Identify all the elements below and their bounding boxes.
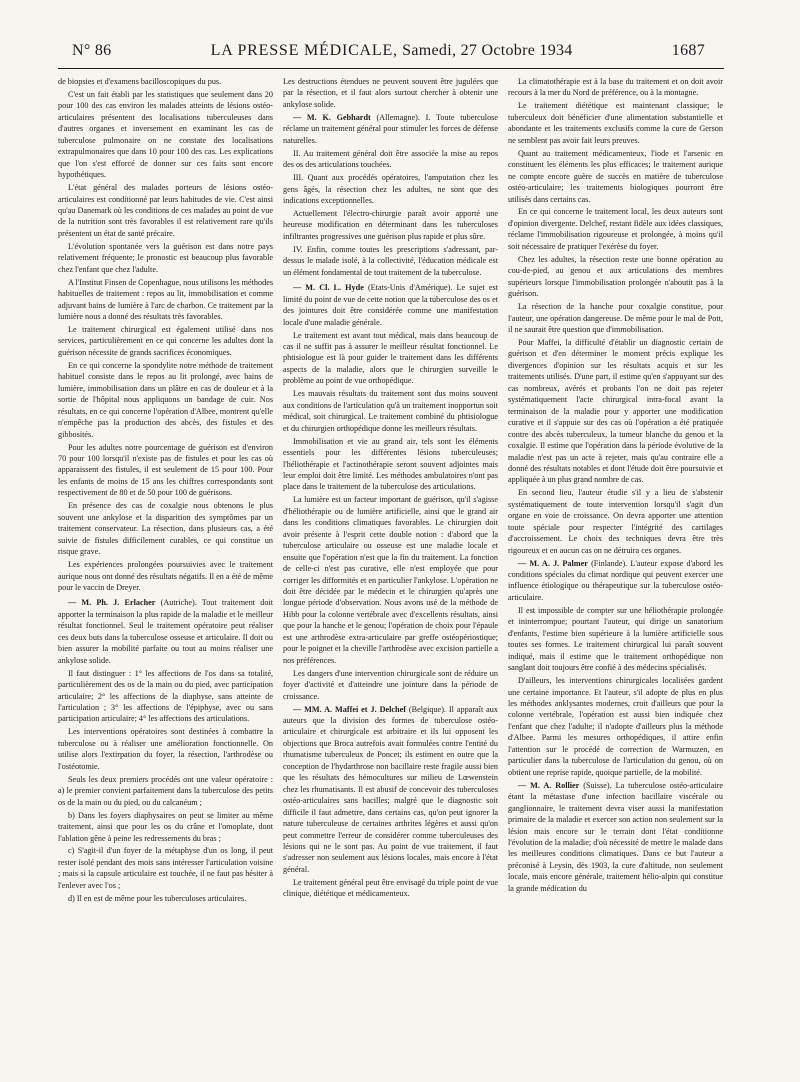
paragraph: En présence des cas de coxalgie nous obtenons le plus souvent une ankylose et la disparition des symptômes par un traitement conservateur. La résection, dans plusieurs cas, a été suivie de fistules difficilement curables, ce qui constitue un risque grave. — [58, 501, 273, 557]
paragraph: D'ailleurs, les interventions chirurgicales localisées gardent une certaine importance. Et l'auteur, s'il adopte de plus en plus les méthodes anklysantes modernes, croit d'ailleurs que pour la colonne vertébrale, l'opération est aussi bien indiquée chez l'enfant que chez l'adulte; il n'adopte d'ailleurs plus la méthode d'Albee. Parmi les mesures orthopédiques, il attire enfin l'attention sur le procédé de correction de Warmuzen, en particulier dans la tuberculose de l'articulation du genou, où on obtient une reprise rapide, quoique partielle, de la mobilité. — [508, 676, 723, 777]
paragraph: C'est un fait établi par les statistiques que seulement dans 20 pour 100 des cas environ les malades atteints de lésions ostéo-articulaires présentent des localisations tuberculeuses dans d'autres organes et inversement en examinant les cas de tuberculose pulmonaire on ne constate des localisations extrapulmonaires que dans 10 pour 100 des cas. Les explications que l'on s'est efforcé de donner sur ces faits sont encore hypothétiques. — [58, 89, 273, 180]
paragraph: — MM. A. Maffei et J. Delchef (Belgique). Il apparaît aux auteurs que la division des formes de tuberculose ostéo-articulaire et chirurgicale est arbitraire et ils lui opposent les objections que Broca autrefois avait formulées contre l'entité du rhumatisme tuberculeux de Poncet; ils estiment en outre que la conception de l'hydarthrose non bacillaire reste fragile aussi bien que les résultats des hémocultures sur milieu de Lœwenstein chez les rhumatisants. Il est abusif de concevoir des tuberculoses ostéo-articulaires sans bacilles; malgré que le diagnostic soit difficile il faut admettre, dans certains cas, qu'on peut ignorer la nature tuberculeuse de certaines arthrites légères et aussi qu'on peut commettre l'erreur de considérer comme tuberculeuses des lésions qui ne le sont pas. Au point de vue traitement, il faut s'adresser non seulement aux lésions locales, mais encore à l'état général. — [283, 704, 498, 874]
paragraph: En second lieu, l'auteur étudie s'il y a lieu de s'abstenir systématiquement de toute intervention lorsqu'il s'agit d'un organe en voie de croissance. On devra apporter une attention toute spéciale pour respecter l'intégrité des cartilages d'accroissement. Le choix des techniques devra être très rigoureux et en aucun cas on ne détruira ces organes. — [508, 488, 723, 555]
speaker-name: — M. A. Rollier — [518, 780, 580, 790]
paragraph: — M. A. J. Palmer (Finlande). L'auteur expose d'abord les conditions spéciales du climat nordique qui peuvent exercer une influence étiologique ou thérapeutique sur la tuberculose ostéo-articulaire. — [508, 558, 723, 602]
paragraph: Les expériences prolongées poursuivies avec le traitement aurique nous ont donné des résultats négatifs. Il en a été de même pour le vaccin de Dreyer. — [58, 560, 273, 592]
paragraph: La résection de la hanche pour coxalgie constitue, pour l'auteur, une opération dangereuse. De même pour le mal de Pott, il ne saurait être question que d'immobilisation. — [508, 302, 723, 335]
paragraph: II. Au traitement général doit être associée la mise au repos des os des articulations touchées. — [283, 148, 498, 170]
speaker-name: — M. Cl. L. Hyde — [293, 283, 364, 293]
paragraph: Il est impossible de compter sur une héliothérapie prolongée et ininterrompue; pourtant l'auteur, qui dirige un sanatorium d'enfants, l'estime bien supérieure à la lumière artificielle sous toutes ses formes. Le traitement chirurgical lui paraît souvent indiqué, mais il estime que le traitement orthopédique non sanglant doit toujours être confié à des médecins spécialisés. — [508, 605, 723, 673]
paragraph: Le traitement général peut être envisagé du triple point de vue clinique, diététique et médicamenteux. — [283, 877, 498, 899]
paragraph: Le traitement chirurgical est également utilisé dans nos services, particulièrement en ce qui concerne les adultes dont la guérison nécessite de grands sacrifices économiques. — [58, 325, 273, 357]
paragraph: IV. Enfin, comme toutes les prescriptions s'adressant, par-dessus le malade isolé, à la collectivité, l'éducation médicale est un élément fondamental de tout traitement de la tuberculose. — [283, 244, 498, 277]
speaker-name: — MM. A. Maffei et J. Delchef — [293, 704, 406, 714]
paragraph: Les interventions opératoires sont destinées à combattre la tuberculose ou à réaliser une amélioration fonctionnelle. On utilise alors l'extirpation du foyer, la résection, l'arthrodèse ou l'ostéotomie. — [58, 727, 273, 771]
issue-date: Samedi, 27 Octobre 1934 — [402, 42, 573, 59]
paragraph: III. Quant aux procédés opératoires, l'amputation chez les gens âgés, la résection chez les adultes, ne sont que des indications exceptionnelles. — [283, 173, 498, 206]
paragraph: — M. Ph. J. Erlacher (Autriche). Tout traitement doit apporter la terminaison la plus rapide de la maladie et le meilleur résultat fonctionnel. Seul le traitement opératoire peut réaliser ces deux buts dans la tuberculose osseuse et articulaire. Il doit ou bien assurer la mobilité parfaite ou tout au moins réaliser une ankylose solide. — [58, 598, 273, 665]
paragraph: Le traitement est avant tout médical, mais dans beaucoup de cas il ne suffit pas à assurer le meilleur résultat fonctionnel. Le phtisiologue est là pour guider le traitement dans les différents aspects de la maladie, alors que le chirurgien surveille le problème au point de vue orthopédique. — [283, 330, 498, 386]
header-title — [111, 42, 671, 60]
column-3 — [508, 76, 723, 1072]
paragraph: Il faut distinguer : 1° les affections de l'os dans sa totalité, particulièrement des os de la main ou du pied, avec participation articulaire; 2° les affections de la diaphyse, sans atteinte de l'articulation ; 3° les affections de l'épiphyse, avec ou sans participation articulaire; 4° les affections des articulations. — [58, 668, 273, 724]
paragraph: b) Dans les foyers diaphysaires on peut se limiter au même traitement, ainsi que pour les os du crâne et l'omoplate, dont l'ablation gêne à peine les redressements du bras ; — [58, 810, 273, 843]
paragraph: d) Il en est de même pour les tuberculoses articulaires. — [68, 893, 247, 903]
paragraph: L'évolution spontanée vers la guérison est dans notre pays relativement fréquente; le pronostic est beaucoup plus favorable chez l'enfant que chez l'adulte. — [58, 241, 273, 274]
speaker-name: — M. A. J. Palmer — [518, 558, 588, 568]
paragraph: — M. A. Rollier (Suisse). La tuberculose ostéo-articulaire étant la métastase d'une infection bacillaire viscérale ou ganglionnaire, le traitement devra viser aussi la manifestation primaire de la maladie et exercer son action non seulement sur la lésion mais encore sur le terrain dont l'état conditionne l'évolution de la maladie; d'où nécessité de mettre le malade dans les meilleures conditions climatiques. Dans ce but l'auteur a préconisé à Leysin, dès 1903, la cure d'altitude, non seulement locale, mais encore générale, traitement hélio-alpin qui constitue la grande médication du — [508, 780, 723, 893]
paragraph: Actuellement l'électro-chirurgie paraît avoir apporté une heureuse modification en déterminant dans les tuberculoses infiltrantes progressives une guérison plus rapide et plus sûre. — [283, 208, 498, 241]
publication-name: LA PRESSE MÉDICALE, — [210, 42, 398, 59]
speaker-name: — M. Ph. J. Erlacher — [68, 598, 156, 608]
speaker-name: — M. K. Gebhardt — [293, 112, 371, 122]
paragraph: Immobilisation et vie au grand air, tels sont les éléments essentiels pour les différentes lésions tuberculeuses; l'héliothérapie et l'actinothérapie seront souvent adjointes mais leur emploi doit être limité. Les méthodes ambulatoires n'ont pas place dans le traitement de la tuberculose des articulations. — [283, 436, 498, 492]
column-1 — [58, 76, 273, 1072]
paragraph: Les destructions étendues ne peuvent souvent être jugulées que par la résection, et il faut alors surtout chercher à obtenir une ankylose solide. — [283, 77, 498, 109]
paragraph: Chez les adultes, la résection reste une bonne opération au cou-de-pied, au genou et aux articulations des membres supérieurs lorsque l'immobilisation prolongée n'aboutit pas à la guérison. — [508, 254, 723, 299]
paragraph: Les dangers d'une intervention chirurgicale sont de réduire un foyer d'activité et d'atteindre une jointure dans la période de croissance. — [283, 668, 498, 701]
paragraph: Quant au traitement médicamenteux, l'iode et l'arsenic en constituent les éléments les plus efficaces; le traitement aurique ne compte encore guère de succès en matière de tuberculose ostéo-articulaire; les traitements biologiques pourront être utilisés dans certains cas. — [508, 148, 723, 204]
paragraph: Pour Maffei, la difficulté d'établir un diagnostic certain de guérison et d'en déterminer le moment précis explique les divergences d'opinion sur les résultats acquis et sur les traitements utilisés. D'une part, il estime qu'en s'appuyant sur des cas nombreux, avérés et probants l'on ne doit pas rejeter systématiquement l'acte chirurgical intra-focal avant la terminaison de la maladie pour y apporter une modification curative et il s'appuie sur des cas où l'opération a été pratiquée contre des abcès tuberculeux, la tumeur blanche du genou et la coxalgie. Il estime que l'opération dans la période évolutive de la maladie n'est pas un acte à rejeter, mais qu'au contraire elle a donné des résultats notables et dont l'étude doit être poursuivie et appliquée à un plus grand nombre de cas. — [508, 337, 723, 485]
paragraph: — M. Cl. L. Hyde (Etats-Unis d'Amérique). Le sujet est limité du point de vue de cette notion que la tuberculose des os et des jointures doit être considérée comme une manifestation locale d'une maladie générale. — [283, 283, 498, 327]
paragraph: Seuls les deux premiers procédés ont une valeur opératoire : a) le premier convient parfaitement dans la tuberculose des petits os de la main ou du pied, ou du calcanéum ; — [58, 774, 273, 807]
page-number: 1687 — [671, 42, 705, 59]
paragraph: La lumière est un facteur important de guérison, qu'il s'agisse d'héliothérapie ou de lumière artificielle, ainsi que le grand air dans les conditions climatiques favorables. Le chirurgien doit avoir présente à l'esprit cette double notion : d'abord que la tuberculose articulaire ou osseuse est une maladie locale et ensuite que l'opération n'est que la fin du traitement. La fonction de celle-ci n'est pas curative, elle n'est employée que pour corriger les difformités et en particulier l'ankylose. L'opération ne doit être décidée par le médecin et le chirurgien qu'après une longue période d'observation. Nous avons usé de la méthode de Hibb pour la colonne vertébrale avec d'excellents résultats, ainsi que pour la hanche et le genou; l'opération de choix pour l'épaule est une arthrodèse extra-articulaire par greffe ostéopériostique; pour le poignet et la cheville l'arthrodèse avec excision partielle a nos préférences. — [283, 495, 498, 665]
paragraph: de biopsies et d'examens bacilloscopiques du pus. — [58, 77, 222, 86]
paragraph: — M. K. Gebhardt (Allemagne). I. Toute tuberculose réclame un traitement général pour stimuler les forces de défense naturelles. — [283, 112, 498, 145]
page-header — [72, 42, 705, 68]
paragraph: Les mauvais résultats du traitement sont dus moins souvent aux conditions de l'articulation qu'à un traitement inopportun soit médical, soit chirurgical. Le traitement combiné du phtisiologue et du chirurgien orthopédique donne les meilleurs résultats. — [283, 389, 498, 433]
issue-number: N° 86 — [72, 42, 112, 59]
paragraph: L'état général des malades porteurs de lésions ostéo-articulaires est conditionné par leurs habitudes de vie. C'est ainsi qu'au Danemark où les conditions de ces malades au point de vue de la nutrition sont très favorables il est relativement rare qu'ils présentent un état de santé précaire. — [58, 183, 273, 238]
paragraph: Le traitement diététique est maintenant classique; le tuberculeux doit bénéficier d'une alimentation substantielle et abondante et les traitements exclusifs comme la cure de Gerson ne semblent pas avoir fait leurs preuves. — [508, 101, 723, 145]
paragraph: c) S'agit-il d'un foyer de la métaphyse d'un os long, il peut rester isolé pendant des mois sans intéresser l'articulation voisine ; mais si la capsule articulaire est touchée, il ne faut pas hésiter à l'enlever avec l'os ; — [58, 846, 273, 890]
paragraph: En ce qui concerne la spondylite notre méthode de traitement habituel consiste dans le repos au lit prolongé, avec bains de lumière, immobilisation dans un plâtre en cas de douleur et à la sortie de l'hôpital nous appliquons un bandage de cuir. Nos résultats, en ce qui concerne l'opération d'Albee, montrent qu'elle n'empêche pas la production des abcès, des fistules et des gibbosités. — [58, 360, 273, 439]
paragraph: Pour les adultes notre pourcentage de guérison est d'environ 70 pour 100 lorsqu'il n'existe pas de fistules et pour les cas où apparaissent des fistules, il est seulement de 15 pour 100. Pour les enfants de moins de 15 ans les chiffres correspondants sont respectivement de 80 et de 50 pour 100 de guérisons. — [58, 442, 273, 498]
paragraph: La climatothérapie est à la base du traitement et on doit avoir recours à la mer du Nord de préférence, ou à la montagne. — [508, 77, 723, 98]
column-2 — [283, 76, 498, 1072]
article-columns — [58, 76, 724, 1072]
paragraph: En ce qui concerne le traitement local, les deux auteurs sont d'opinion divergente. Delchef, restant fidèle aux idées classiques, réclame l'immobilisation rigoureuse et prolongée, à moins qu'il soit nécessaire de pratiquer l'exérèse du foyer. — [508, 207, 723, 251]
header-rule — [58, 68, 724, 69]
paragraph: A l'Institut Finsen de Copenhague, nous utilisons les méthodes habituelles de traitement : repos au lit, immobilisation et comme adjuvant bains de lumière à l'arc de charbon. Ce traitement par la lumière nous a donné des résultats très favorables. — [58, 277, 273, 322]
